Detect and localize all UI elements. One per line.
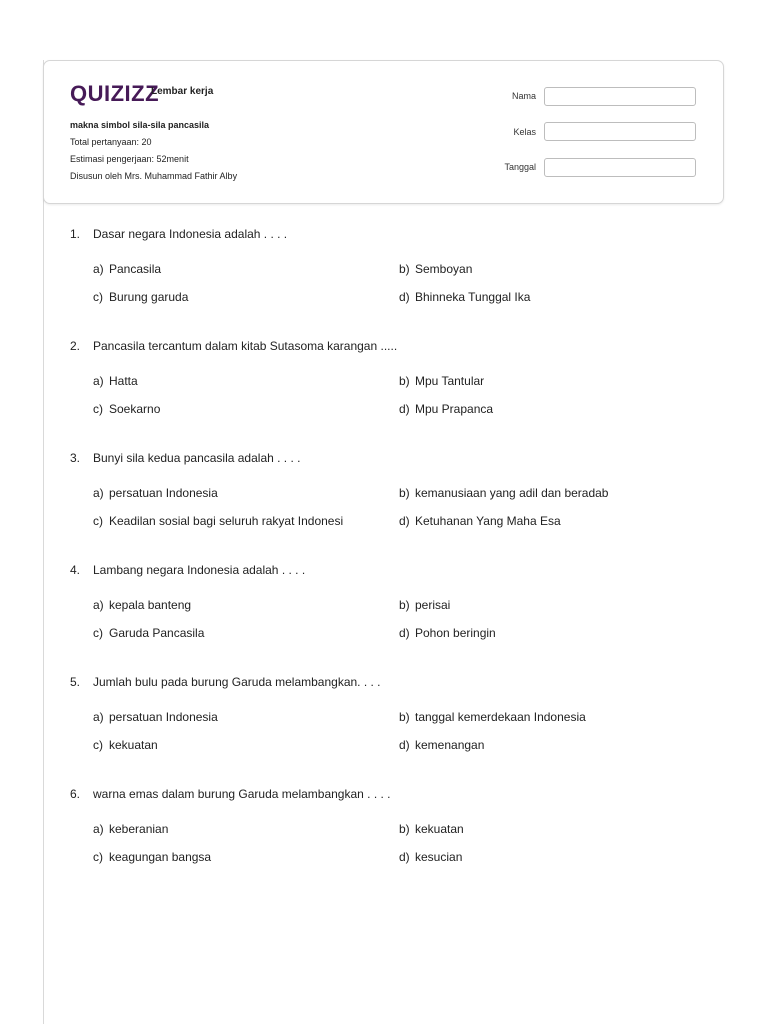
option-letter: b) bbox=[399, 374, 410, 388]
question-prompt: Dasar negara Indonesia adalah . . . . bbox=[93, 227, 288, 241]
class-field[interactable] bbox=[544, 122, 696, 141]
option-a bbox=[93, 262, 161, 276]
option-d bbox=[399, 738, 484, 752]
option-letter: b) bbox=[399, 486, 410, 500]
option-letter: d) bbox=[399, 290, 410, 304]
option-b bbox=[399, 710, 586, 724]
option-letter: a) bbox=[93, 598, 104, 612]
option-d bbox=[399, 402, 493, 416]
option-text: persatuan Indonesia bbox=[109, 486, 218, 500]
option-text: kemenangan bbox=[415, 738, 485, 752]
option-text: kekuatan bbox=[415, 822, 464, 836]
option-letter: c) bbox=[93, 850, 103, 864]
option-letter: b) bbox=[399, 822, 410, 836]
option-d bbox=[399, 850, 462, 864]
option-text: Mpu Prapanca bbox=[415, 402, 494, 416]
question-text bbox=[70, 787, 391, 801]
option-text: Pohon beringin bbox=[415, 626, 496, 640]
question-1 bbox=[70, 227, 690, 339]
question-number: 4. bbox=[70, 563, 81, 577]
option-letter: a) bbox=[93, 822, 104, 836]
option-c bbox=[93, 626, 204, 640]
option-text: tanggal kemerdekaan Indonesia bbox=[415, 710, 586, 724]
question-number: 1. bbox=[70, 227, 81, 241]
option-text: Mpu Tantular bbox=[415, 374, 485, 388]
option-b bbox=[399, 598, 450, 612]
option-letter: d) bbox=[399, 626, 410, 640]
option-letter: b) bbox=[399, 710, 410, 724]
class-label: Kelas bbox=[513, 127, 536, 137]
question-2 bbox=[70, 339, 690, 451]
option-letter: c) bbox=[93, 402, 103, 416]
option-text: Semboyan bbox=[415, 262, 473, 276]
worksheet-title: makna simbol sila-sila pancasila bbox=[70, 120, 210, 130]
author-line: Disusun oleh Mrs. Muhammad Fathir Alby bbox=[70, 171, 238, 181]
option-text: kesucian bbox=[415, 850, 463, 864]
question-6 bbox=[70, 787, 690, 899]
question-3 bbox=[70, 451, 690, 563]
option-b bbox=[399, 486, 608, 500]
option-c bbox=[93, 402, 160, 416]
question-prompt: warna emas dalam burung Garuda melambangkan . . . . bbox=[93, 787, 391, 801]
option-text: Burung garuda bbox=[109, 290, 189, 304]
question-number: 2. bbox=[70, 339, 81, 353]
option-text: keagungan bangsa bbox=[109, 850, 212, 864]
option-letter: a) bbox=[93, 262, 104, 276]
option-text: Garuda Pancasila bbox=[109, 626, 205, 640]
option-letter: c) bbox=[93, 626, 103, 640]
option-text: perisai bbox=[415, 598, 451, 612]
option-letter: c) bbox=[93, 290, 103, 304]
option-d bbox=[399, 626, 496, 640]
option-c bbox=[93, 514, 343, 528]
worksheet-header bbox=[43, 60, 724, 204]
option-a bbox=[93, 710, 218, 724]
name-label: Nama bbox=[511, 91, 536, 101]
option-c bbox=[93, 850, 211, 864]
option-letter: a) bbox=[93, 710, 104, 724]
question-prompt: Pancasila tercantum dalam kitab Sutasoma karangan ..... bbox=[93, 339, 398, 353]
question-4 bbox=[70, 563, 690, 675]
question-text bbox=[70, 675, 381, 689]
option-b bbox=[399, 822, 464, 836]
option-text: Bhinneka Tunggal Ika bbox=[415, 290, 531, 304]
option-c bbox=[93, 738, 158, 752]
option-text: Pancasila bbox=[109, 262, 162, 276]
question-number: 6. bbox=[70, 787, 81, 801]
option-letter: d) bbox=[399, 514, 410, 528]
option-b bbox=[399, 374, 484, 388]
option-a bbox=[93, 374, 138, 388]
date-field[interactable] bbox=[544, 158, 696, 177]
option-text: Hatta bbox=[109, 374, 138, 388]
option-text: Soekarno bbox=[109, 402, 161, 416]
time-estimate: Estimasi pengerjaan: 52menit bbox=[70, 154, 189, 164]
option-letter: a) bbox=[93, 486, 104, 500]
option-letter: c) bbox=[93, 738, 103, 752]
option-letter: d) bbox=[399, 738, 410, 752]
date-label: Tanggal bbox=[504, 162, 536, 172]
question-5 bbox=[70, 675, 690, 787]
option-text: persatuan Indonesia bbox=[109, 710, 218, 724]
question-prompt: Bunyi sila kedua pancasila adalah . . . . bbox=[93, 451, 301, 465]
worksheet-meta bbox=[70, 117, 237, 185]
option-letter: b) bbox=[399, 262, 410, 276]
question-prompt: Jumlah bulu pada burung Garuda melambangkan. . . . bbox=[93, 675, 381, 689]
option-d bbox=[399, 514, 561, 528]
option-b bbox=[399, 262, 472, 276]
question-text bbox=[70, 451, 300, 465]
option-text: kekuatan bbox=[109, 738, 158, 752]
option-text: Keadilan sosial bagi seluruh rakyat Indonesi bbox=[109, 514, 344, 528]
option-a bbox=[93, 598, 191, 612]
option-letter: b) bbox=[399, 598, 410, 612]
question-number: 5. bbox=[70, 675, 81, 689]
question-text bbox=[70, 227, 287, 241]
quizizz-logo: QUIZIZZ bbox=[70, 81, 160, 106]
question-number: 3. bbox=[70, 451, 81, 465]
total-questions: Total pertanyaan: 20 bbox=[70, 137, 152, 147]
option-a bbox=[93, 822, 168, 836]
option-text: keberanian bbox=[109, 822, 169, 836]
sheet-type-label: Lembar kerja bbox=[151, 86, 214, 97]
option-letter: a) bbox=[93, 374, 104, 388]
option-d bbox=[399, 290, 530, 304]
option-letter: d) bbox=[399, 402, 410, 416]
question-list bbox=[70, 227, 690, 899]
option-letter: c) bbox=[93, 514, 103, 528]
option-letter: d) bbox=[399, 850, 410, 864]
question-text bbox=[70, 339, 397, 353]
question-text bbox=[70, 563, 305, 577]
option-text: kemanusiaan yang adil dan beradab bbox=[415, 486, 609, 500]
option-c bbox=[93, 290, 188, 304]
option-a bbox=[93, 486, 218, 500]
option-text: Ketuhanan Yang Maha Esa bbox=[415, 514, 561, 528]
question-prompt: Lambang negara Indonesia adalah . . . . bbox=[93, 563, 306, 577]
name-field[interactable] bbox=[544, 87, 696, 106]
option-text: kepala banteng bbox=[109, 598, 192, 612]
